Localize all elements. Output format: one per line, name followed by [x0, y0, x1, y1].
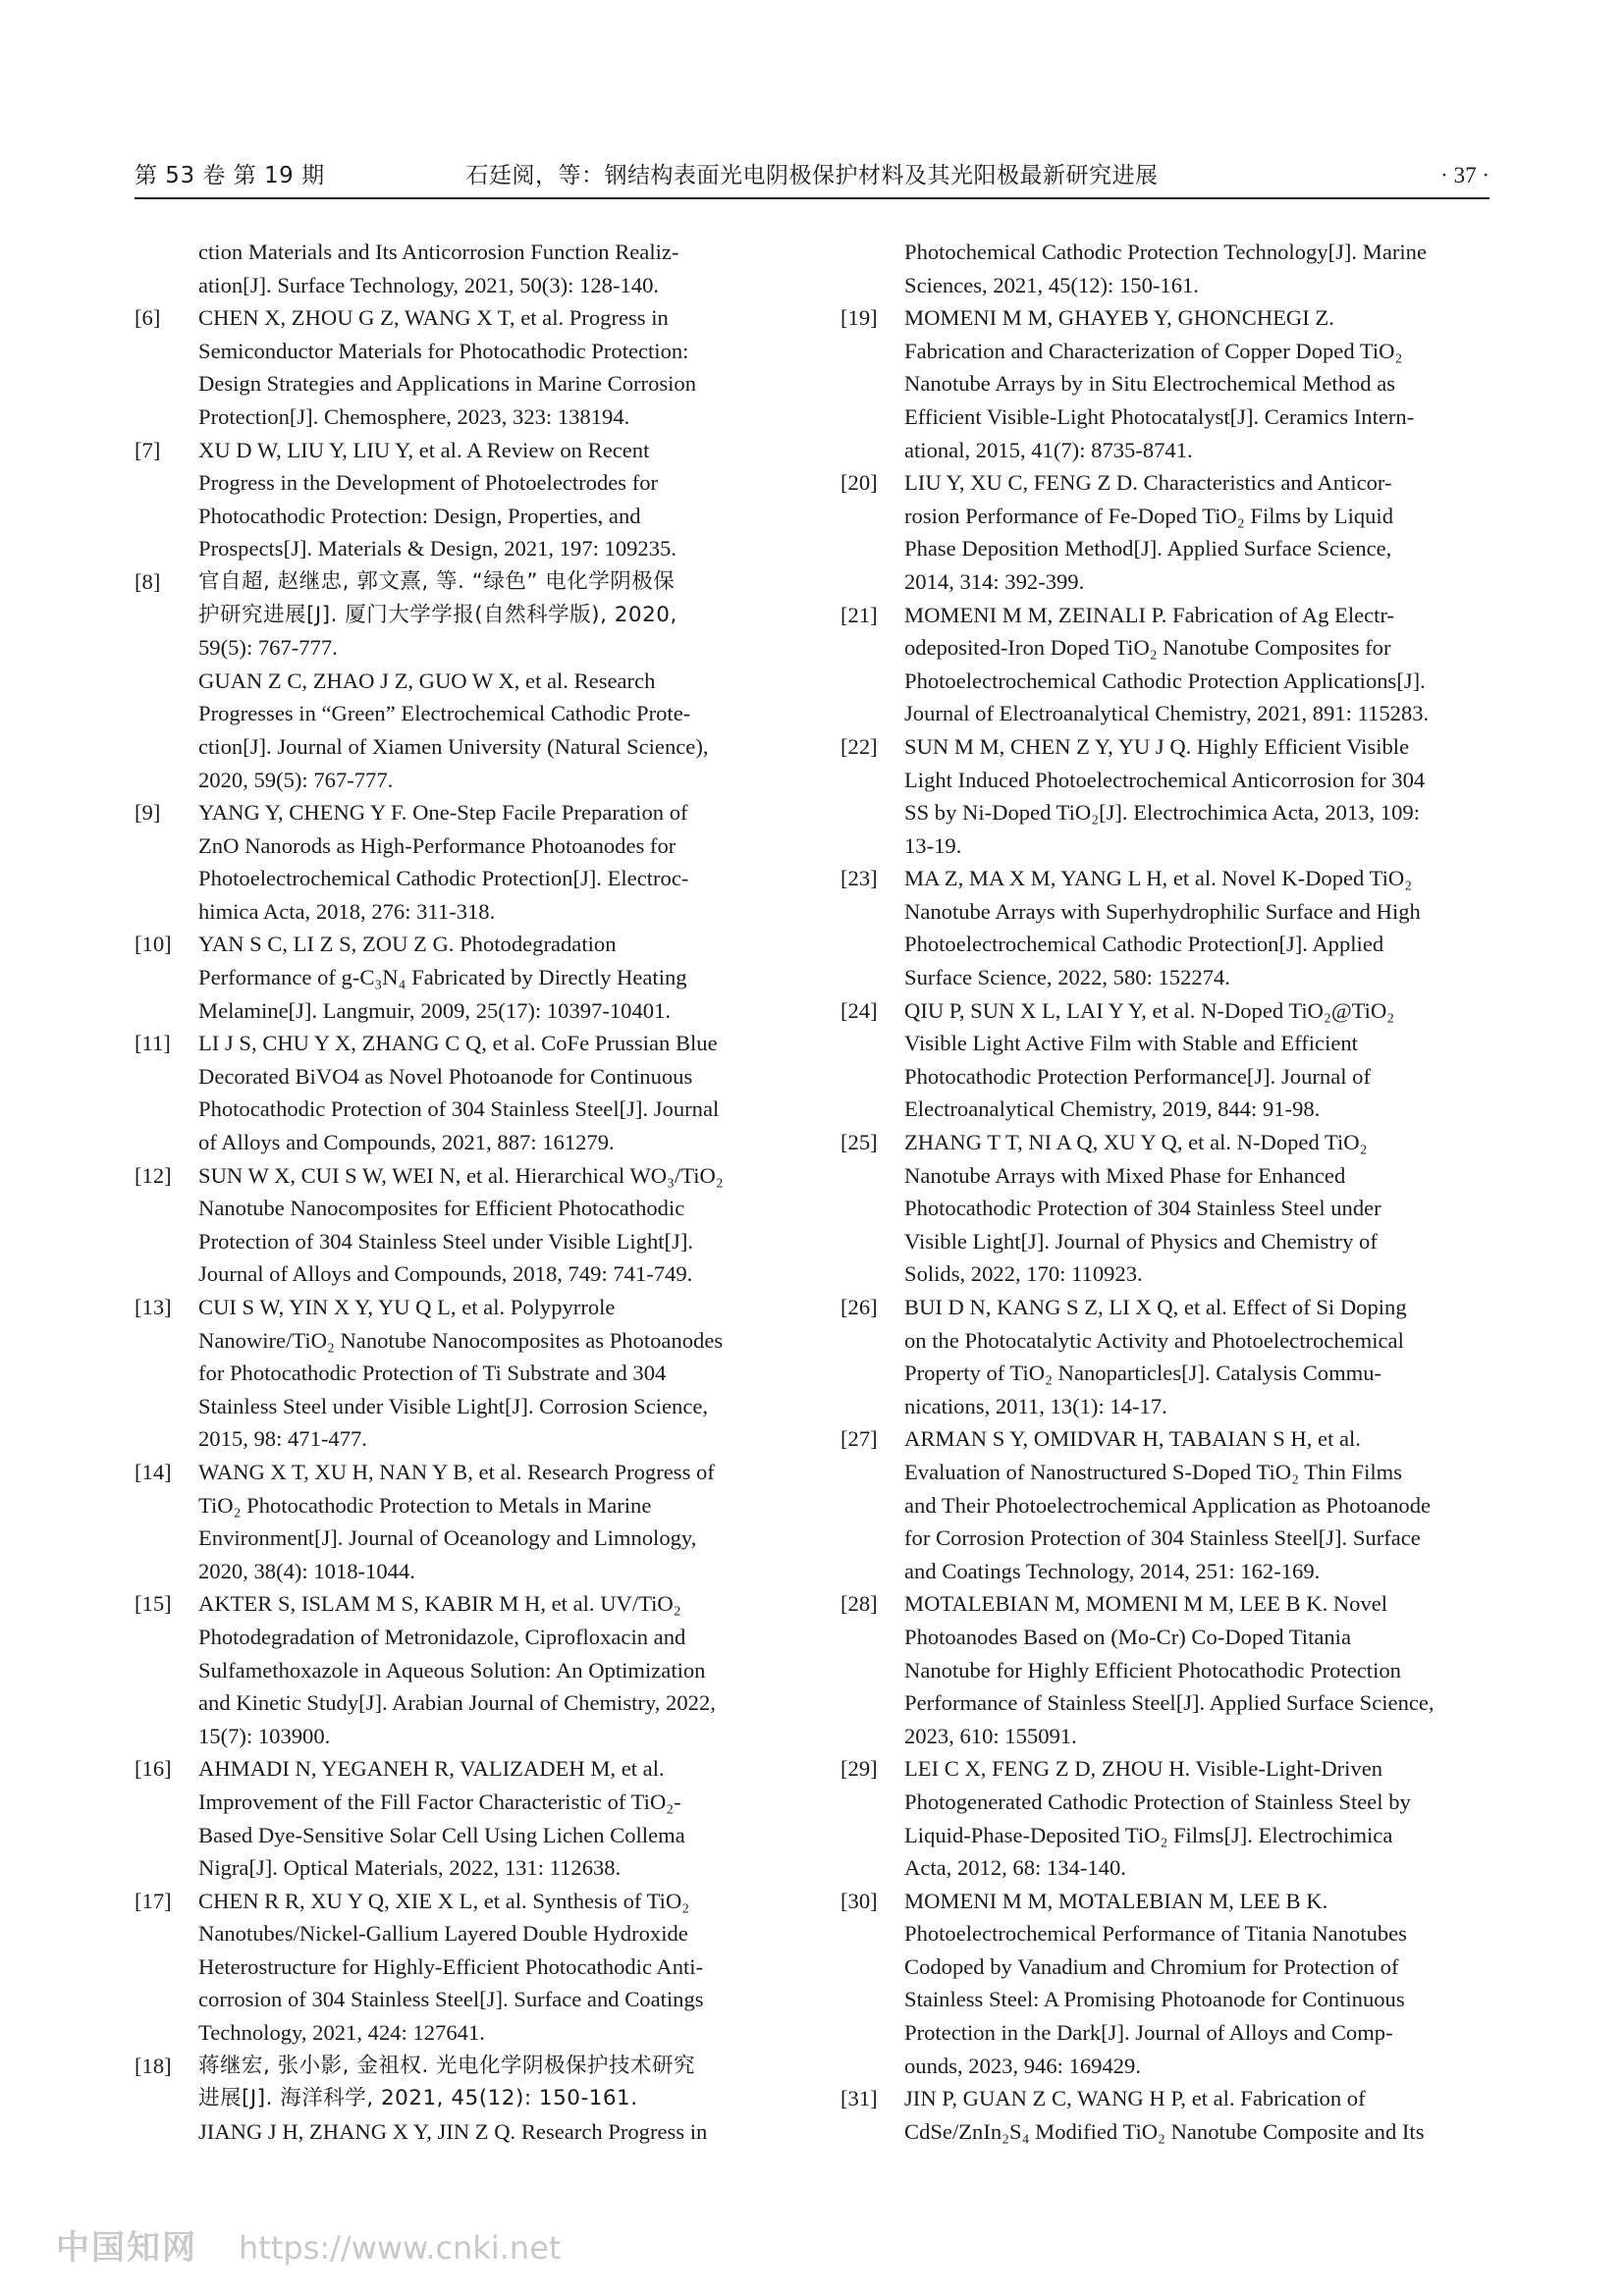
- reference-entry: [840, 1422, 1492, 1587]
- reference-line: MOMENI M M, MOTALEBIAN M, LEE B K.: [904, 1888, 1328, 1913]
- reference-number: [28]: [840, 1591, 878, 1617]
- page-number: · 37 ·: [1440, 163, 1489, 187]
- reference-entry: [135, 301, 790, 433]
- reference-line: CdSe/ZnIn₂S₄ Modified TiO₂ Nanotube Composite and Its: [904, 2118, 1425, 2144]
- reference-line: Stainless Steel under Visible Light[J]. Corrosion Science,: [198, 1393, 709, 1418]
- reference-line: 官自超, 赵继忠, 郭文熹, 等. “绿色” 电化学阴极保: [198, 568, 676, 594]
- reference-line: ounds, 2023, 946: 169429.: [904, 2053, 1142, 2078]
- reference-line: JIANG J H, ZHANG X Y, JIN Z Q. Research Progress in: [198, 2118, 708, 2144]
- reference-line: SUN W X, CUI S W, WEI N, et al. Hierarchical WO₃/TiO₂: [198, 1162, 724, 1188]
- watermark-url: https://www.cnki.net: [239, 2229, 562, 2267]
- watermark-brand: 中国知网: [56, 2228, 197, 2268]
- reference-line: corrosion of 304 Stainless Steel[J]. Surface and Coatings: [198, 1987, 704, 2012]
- reference-line: Design Strategies and Applications in Marine Corrosion: [198, 371, 697, 397]
- reference-line: Nanowire/TiO₂ Nanotube Nanocomposites as Photoanodes: [198, 1327, 724, 1353]
- reference-line: SUN M M, CHEN Z Y, YU J Q. Highly Efficient Visible: [904, 733, 1410, 759]
- reference-line: 护研究进展[J]. 厦门大学学报(自然科学版), 2020,: [198, 602, 677, 627]
- reference-line: Efficient Visible-Light Photocatalyst[J]. Ceramics Intern-: [904, 403, 1415, 429]
- reference-line: Photocathodic Protection of 304 Stainless Steel under: [904, 1196, 1381, 1221]
- references-right-column: [840, 236, 1492, 2148]
- reference-entry: [840, 2082, 1492, 2148]
- reference-line: Nanotube Arrays by in Situ Electrochemical Method as: [904, 371, 1396, 397]
- reference-line: JIN P, GUAN Z C, WANG H P, et al. Fabrication of: [904, 2086, 1366, 2111]
- reference-line: Photogenerated Cathodic Protection of Stainless Steel by: [904, 1789, 1411, 1814]
- reference-line: Photoelectrochemical Cathodic Protection[J]. Electroc-: [198, 866, 689, 891]
- reference-line: GUAN Z C, ZHAO J Z, GUO W X, et al. Research: [198, 667, 656, 693]
- reference-line: Codoped by Vanadium and Chromium for Protection of: [904, 1953, 1399, 1979]
- reference-entry: [840, 1752, 1492, 1884]
- reference-line: Semiconductor Materials for Photocathodic Protection:: [198, 338, 689, 363]
- watermark: [56, 2220, 562, 2268]
- reference-line: MOTALEBIAN M, MOMENI M M, LEE B K. Novel: [904, 1591, 1388, 1617]
- reference-entry: [135, 1885, 790, 2050]
- reference-line: 13-19.: [904, 832, 962, 858]
- reference-number: [10]: [135, 932, 172, 957]
- reference-line: Melamine[J]. Langmuir, 2009, 25(17): 10397-10401.: [198, 997, 672, 1023]
- reference-number: [14]: [135, 1459, 172, 1484]
- reference-number: [18]: [135, 2053, 172, 2078]
- reference-number: [25]: [840, 1130, 878, 1155]
- reference-line: himica Acta, 2018, 276: 311-318.: [198, 898, 496, 924]
- reference-entry: [135, 1159, 790, 1291]
- reference-line: YANG Y, CHENG Y F. One-Step Facile Preparation of: [198, 800, 688, 826]
- reference-number: [9]: [135, 800, 161, 826]
- reference-line: Photodegradation of Metronidazole, Ciprofloxacin and: [198, 1624, 686, 1649]
- reference-line: rosion Performance of Fe-Doped TiO₂ Films by Liquid: [904, 503, 1394, 528]
- reference-line: 2023, 610: 155091.: [904, 1723, 1077, 1748]
- reference-entry: [135, 434, 790, 565]
- reference-line: YAN S C, LI Z S, ZOU Z G. Photodegradation: [198, 932, 617, 957]
- reference-line: 进展[J]. 海洋科学, 2021, 45(12): 150-161.: [198, 2086, 638, 2111]
- reference-entry: [135, 928, 790, 1027]
- reference-number: [12]: [135, 1162, 172, 1188]
- reference-line: Prospects[J]. Materials & Design, 2021, 197: 109235.: [198, 536, 677, 561]
- reference-line: QIU P, SUN X L, LAI Y Y, et al. N-Doped TiO₂@TiO₂: [904, 997, 1395, 1023]
- reference-line: Light Induced Photoelectrochemical Anticorrosion for 304: [904, 767, 1426, 792]
- reference-number: [13]: [135, 1295, 172, 1319]
- reference-line: Based Dye-Sensitive Solar Cell Using Lichen Collema: [198, 1822, 685, 1847]
- reference-entry: [135, 236, 790, 301]
- reference-line: Improvement of the Fill Factor Characteristic of TiO₂-: [198, 1789, 681, 1814]
- reference-line: 15(7): 103900.: [198, 1723, 331, 1748]
- reference-line: of Alloys and Compounds, 2021, 887: 161279.: [198, 1130, 615, 1155]
- reference-line: ZnO Nanorods as High-Performance Photoanodes for: [198, 832, 677, 858]
- reference-line: Protection in the Dark[J]. Journal of Alloys and Comp-: [904, 2020, 1393, 2046]
- reference-line: Protection[J]. Chemosphere, 2023, 323: 138194.: [198, 403, 630, 429]
- reference-line: Nanotube for Highly Efficient Photocathodic Protection: [904, 1657, 1401, 1682]
- reference-line: Visible Light Active Film with Stable and Efficient: [904, 1031, 1358, 1056]
- reference-line: ZHANG T T, NI A Q, XU Y Q, et al. N-Doped TiO₂: [904, 1130, 1368, 1155]
- reference-line: MA Z, MA X M, YANG L H, et al. Novel K-Doped TiO₂: [904, 866, 1413, 891]
- reference-entry: [840, 301, 1492, 466]
- reference-line: CHEN R R, XU Y Q, XIE X L, et al. Synthesis of TiO₂: [198, 1888, 690, 1913]
- reference-line: ARMAN S Y, OMIDVAR H, TABAIAN S H, et al.: [904, 1426, 1361, 1452]
- reference-entry: [135, 565, 790, 796]
- reference-line: and Kinetic Study[J]. Arabian Journal of Chemistry, 2022,: [198, 1690, 716, 1716]
- reference-line: AKTER S, ISLAM M S, KABIR M H, et al. UV/TiO₂: [198, 1591, 681, 1617]
- reference-number: [19]: [840, 305, 878, 331]
- reference-entry: [840, 1885, 1492, 2083]
- reference-line: 蒋继宏, 张小影, 金祖权. 光电化学阴极保护技术研究: [198, 2053, 696, 2078]
- reference-entry: [135, 796, 790, 928]
- reference-entry: [135, 1027, 790, 1158]
- reference-line: AHMADI N, YEGANEH R, VALIZADEH M, et al.: [198, 1756, 665, 1782]
- reference-entry: [840, 599, 1492, 730]
- reference-line: BUI D N, KANG S Z, LI X Q, et al. Effect of Si Doping: [904, 1295, 1407, 1319]
- reference-line: 2014, 314: 392-399.: [904, 568, 1085, 594]
- reference-line: Visible Light[J]. Journal of Physics and Chemistry of: [904, 1228, 1378, 1254]
- reference-line: ction Materials and Its Anticorrosion Function Realiz-: [198, 240, 679, 264]
- reference-line: Sulfamethoxazole in Aqueous Solution: An Optimization: [198, 1657, 706, 1682]
- reference-line: MOMENI M M, ZEINALI P. Fabrication of Ag Electr-: [904, 602, 1395, 627]
- reference-line: Nanotube Nanocomposites for Efficient Photocathodic: [198, 1196, 685, 1221]
- reference-line: Acta, 2012, 68: 134-140.: [904, 1855, 1126, 1881]
- reference-line: Solids, 2022, 170: 110923.: [904, 1261, 1143, 1287]
- reference-line: Photochemical Cathodic Protection Technology[J]. Marine: [904, 240, 1427, 264]
- reference-entry: [135, 1587, 790, 1752]
- reference-line: Surface Science, 2022, 580: 152274.: [904, 965, 1230, 990]
- reference-number: [22]: [840, 733, 878, 759]
- reference-entry: [840, 1291, 1492, 1422]
- reference-entry: [840, 730, 1492, 862]
- reference-line: Photocathodic Protection Performance[J]. Journal of: [904, 1063, 1371, 1089]
- reference-line: Nanotube Arrays with Superhydrophilic Surface and High: [904, 898, 1421, 924]
- reference-line: CUI S W, YIN X Y, YU Q L, et al. Polypyrrole: [198, 1295, 616, 1319]
- reference-entry: [135, 1456, 790, 1587]
- reference-line: Environment[J]. Journal of Oceanology and Limnology,: [198, 1525, 697, 1551]
- reference-line: 2020, 38(4): 1018-1044.: [198, 1558, 415, 1583]
- reference-line: Liquid-Phase-Deposited TiO₂ Films[J]. Electrochimica: [904, 1822, 1393, 1847]
- reference-line: Photoelectrochemical Cathodic Protection[J]. Applied: [904, 932, 1384, 957]
- reference-line: on the Photocatalytic Activity and Photoelectrochemical: [904, 1327, 1404, 1353]
- reference-line: SS by Ni-Doped TiO₂[J]. Electrochimica Acta, 2013, 109:: [904, 800, 1420, 826]
- reference-line: ction[J]. Journal of Xiamen University (Natural Science),: [198, 733, 709, 759]
- reference-line: Journal of Electroanalytical Chemistry, 2021, 891: 115283.: [904, 701, 1430, 726]
- reference-number: [21]: [840, 602, 878, 627]
- reference-entry: [840, 236, 1492, 301]
- reference-line: and Their Photoelectrochemical Application as Photoanode: [904, 1492, 1432, 1518]
- reference-line: LIU Y, XU C, FENG Z D. Characteristics and Anticor-: [904, 470, 1392, 496]
- reference-line: Progress in the Development of Photoelectrodes for: [198, 470, 659, 496]
- reference-line: ational, 2015, 41(7): 8735-8741.: [904, 437, 1193, 462]
- reference-number: [6]: [135, 305, 161, 331]
- reference-line: for Photocathodic Protection of Ti Substrate and 304: [198, 1361, 667, 1386]
- reference-line: LEI C X, FENG Z D, ZHOU H. Visible-Light-Driven: [904, 1756, 1383, 1782]
- reference-line: Performance of Stainless Steel[J]. Applied Surface Science,: [904, 1690, 1435, 1716]
- reference-number: [29]: [840, 1756, 878, 1782]
- reference-line: Protection of 304 Stainless Steel under Visible Light[J].: [198, 1228, 694, 1254]
- reference-entry: [840, 862, 1492, 993]
- reference-line: 2015, 98: 471-477.: [198, 1426, 367, 1452]
- running-title: 石廷阅，等：钢结构表面光电阴极保护材料及其光阳极最新研究进展: [465, 163, 1159, 188]
- reference-number: [30]: [840, 1888, 878, 1913]
- reference-line: Decorated BiVO4 as Novel Photoanode for Continuous: [198, 1063, 693, 1089]
- reference-line: odeposited-Iron Doped TiO₂ Nanotube Composites for: [904, 635, 1391, 661]
- reference-line: Evaluation of Nanostructured S-Doped TiO₂ Thin Films: [904, 1459, 1403, 1484]
- reference-line: Journal of Alloys and Compounds, 2018, 749: 741-749.: [198, 1261, 693, 1287]
- reference-number: [23]: [840, 866, 878, 891]
- reference-line: Heterostructure for Highly-Efficient Photocathodic Anti-: [198, 1953, 704, 1979]
- reference-line: XU D W, LIU Y, LIU Y, et al. A Review on Recent: [198, 437, 650, 462]
- reference-line: ation[J]. Surface Technology, 2021, 50(3): 128-140.: [198, 272, 660, 297]
- reference-number: [17]: [135, 1888, 172, 1913]
- reference-line: Phase Deposition Method[J]. Applied Surface Science,: [904, 536, 1392, 561]
- reference-line: 2020, 59(5): 767-777.: [198, 767, 394, 792]
- reference-number: [31]: [840, 2086, 878, 2111]
- reference-line: Sciences, 2021, 45(12): 150-161.: [904, 272, 1199, 297]
- reference-number: [16]: [135, 1756, 172, 1782]
- reference-line: CHEN X, ZHOU G Z, WANG X T, et al. Progress in: [198, 305, 669, 331]
- reference-line: Nanotubes/Nickel-Gallium Layered Double Hydroxide: [198, 1921, 688, 1947]
- reference-line: Photocathodic Protection: Design, Properties, and: [198, 503, 641, 528]
- reference-entry: [840, 466, 1492, 598]
- reference-number: [8]: [135, 568, 161, 594]
- reference-entry: [840, 994, 1492, 1126]
- reference-line: WANG X T, XU H, NAN Y B, et al. Research Progress of: [198, 1459, 715, 1484]
- reference-entry: [135, 1752, 790, 1884]
- reference-number: [20]: [840, 470, 878, 496]
- journal-volume-issue: 第 53 卷 第 19 期: [135, 163, 325, 188]
- reference-line: Nigra[J]. Optical Materials, 2022, 131: 112638.: [198, 1855, 622, 1881]
- reference-line: TiO₂ Photocathodic Protection to Metals in Marine: [198, 1492, 652, 1518]
- reference-line: Nanotube Arrays with Mixed Phase for Enhanced: [904, 1162, 1346, 1188]
- reference-number: [11]: [135, 1031, 171, 1056]
- reference-line: 59(5): 767-777.: [198, 635, 338, 661]
- running-header: [135, 162, 1489, 199]
- reference-number: [15]: [135, 1591, 172, 1617]
- reference-line: Property of TiO₂ Nanoparticles[J]. Catalysis Commu-: [904, 1361, 1382, 1386]
- reference-line: Photoelectrochemical Performance of Titania Nanotubes: [904, 1921, 1407, 1947]
- reference-line: Progresses in “Green” Electrochemical Cathodic Prote-: [198, 701, 691, 726]
- reference-line: and Coatings Technology, 2014, 251: 162-169.: [904, 1558, 1321, 1583]
- reference-line: Fabrication and Characterization of Copper Doped TiO₂: [904, 338, 1403, 363]
- reference-line: Performance of g-C₃N₄ Fabricated by Directly Heating: [198, 965, 687, 990]
- reference-number: [7]: [135, 437, 161, 462]
- reference-number: [27]: [840, 1426, 878, 1452]
- reference-number: [26]: [840, 1295, 878, 1319]
- reference-line: Photocathodic Protection of 304 Stainless Steel[J]. Journal: [198, 1096, 720, 1122]
- reference-line: LI J S, CHU Y X, ZHANG C Q, et al. CoFe Prussian Blue: [198, 1031, 718, 1056]
- reference-entry: [840, 1587, 1492, 1752]
- reference-line: nications, 2011, 13(1): 14-17.: [904, 1393, 1167, 1418]
- reference-line: Technology, 2021, 424: 127641.: [198, 2020, 485, 2046]
- reference-line: for Corrosion Protection of 304 Stainless Steel[J]. Surface: [904, 1525, 1421, 1551]
- reference-entry: [135, 2050, 790, 2149]
- reference-line: Electroanalytical Chemistry, 2019, 844: 91-98.: [904, 1096, 1321, 1122]
- reference-line: Photoanodes Based on (Mo-Cr) Co-Doped Titania: [904, 1624, 1351, 1649]
- reference-number: [24]: [840, 997, 878, 1023]
- reference-line: Photoelectrochemical Cathodic Protection Applications[J].: [904, 667, 1426, 693]
- reference-line: Stainless Steel: A Promising Photoanode for Continuous: [904, 1987, 1405, 2012]
- reference-line: MOMENI M M, GHAYEB Y, GHONCHEGI Z.: [904, 305, 1334, 331]
- reference-entry: [135, 1291, 790, 1456]
- references-left-column: [135, 236, 790, 2148]
- reference-entry: [840, 1126, 1492, 1291]
